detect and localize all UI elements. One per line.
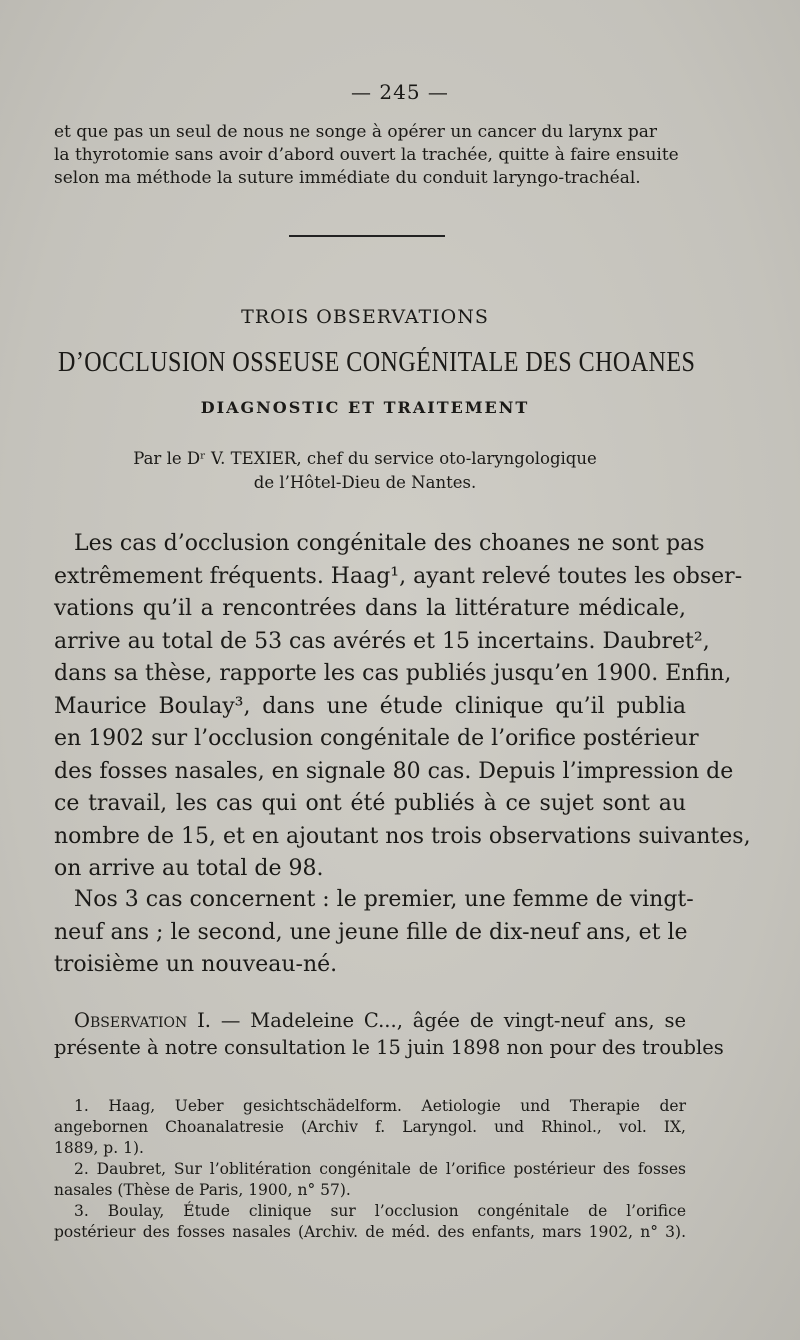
page-number: — 245 — <box>351 80 449 104</box>
text-line: ce travail, les cas qui ont été publiés à ce sujet sont au <box>54 791 686 816</box>
footnotes <box>54 1096 686 1243</box>
footnote-line: postérieur des fosses nasales (Archiv. de méd. des enfants, mars 1902, n° 3). <box>54 1223 686 1241</box>
text-line: dans sa thèse, rapporte les cas publiés jusqu’en 1900. Enfin, <box>54 661 732 686</box>
text-line: vations qu’il a rencontrées dans la littérature médicale, <box>54 596 686 621</box>
text-line: troisième un nouveau-né. <box>54 952 338 977</box>
section-divider <box>289 235 445 237</box>
text-line: en 1902 sur l’occlusion congénitale de l’orifice postérieur <box>54 726 699 751</box>
text-line: présente à notre consultation le 15 juin 1898 non pour des troubles <box>54 1036 724 1059</box>
article-title-main: D’OCCLUSION OSSEUSE CONGÉNITALE DES CHOANES <box>58 347 696 378</box>
text-line: et que pas un seul de nous ne songe à opérer un cancer du larynx par <box>54 122 657 142</box>
continuation-text <box>54 121 686 190</box>
paragraph-intro <box>54 528 751 886</box>
text-line: Maurice Boulay³, dans une étude clinique qu’il publia <box>54 693 686 719</box>
observation-paragraph <box>54 1007 724 1061</box>
observation-label: Observation I. <box>74 1009 212 1032</box>
text-line: selon ma méthode la suture immédiate du conduit laryngo-trachéal. <box>54 168 641 188</box>
text-line: Les cas d’occlusion congénitale des choanes ne sont pas <box>74 531 705 556</box>
text-line: extrêmement fréquents. Haag¹, ayant relevé toutes les obser- <box>54 563 743 589</box>
observation-text: — Madeleine C..., âgée de vingt-neuf ans, se <box>211 1009 687 1032</box>
text-line: arrive au total de 53 cas avérés et 15 incertains. Daubret², <box>54 628 710 654</box>
footnote-line: angebornen Choanalatresie (Archiv f. Laryngol. und Rhinol., vol. IX, <box>54 1118 686 1136</box>
article-title-line1: TROIS OBSERVATIONS <box>241 306 489 328</box>
text-line: nombre de 15, et en ajoutant nos trois observations suivantes, <box>54 823 751 849</box>
author-affiliation: de l’Hôtel-Dieu de Nantes. <box>253 473 477 492</box>
paragraph-cases <box>54 884 694 982</box>
text-line <box>54 1007 686 1034</box>
footnote-line: 2. Daubret, Sur l’oblitération congénitale de l’orifice postérieur des fosses <box>74 1160 686 1178</box>
text-line: on arrive au total de 98. <box>54 856 324 881</box>
article-subtitle: DIAGNOSTIC ET TRAITEMENT <box>200 398 530 417</box>
footnote-line: 1. Haag, Ueber gesichtschädelform. Aetiologie und Therapie der <box>74 1097 686 1115</box>
author-byline <box>0 447 730 495</box>
author-line: Par le Dʳ V. TEXIER, chef du service oto-laryngologique <box>133 449 597 468</box>
text-line: la thyrotomie sans avoir d’abord ouvert la trachée, quitte à faire ensuite <box>54 145 679 165</box>
text-line: Nos 3 cas concernent : le premier, une femme de vingt- <box>74 887 694 912</box>
text-line: neuf ans ; le second, une jeune fille de dix-neuf ans, et le <box>54 919 688 945</box>
text-line: des fosses nasales, en signale 80 cas. Depuis l’impression de <box>54 758 734 784</box>
footnote-line: 3. Boulay, Étude clinique sur l’occlusion congénitale de l’orifice <box>74 1202 686 1220</box>
footnote-line: 1889, p. 1). <box>54 1139 144 1157</box>
footnote-line: nasales (Thèse de Paris, 1900, n° 57). <box>54 1181 351 1199</box>
